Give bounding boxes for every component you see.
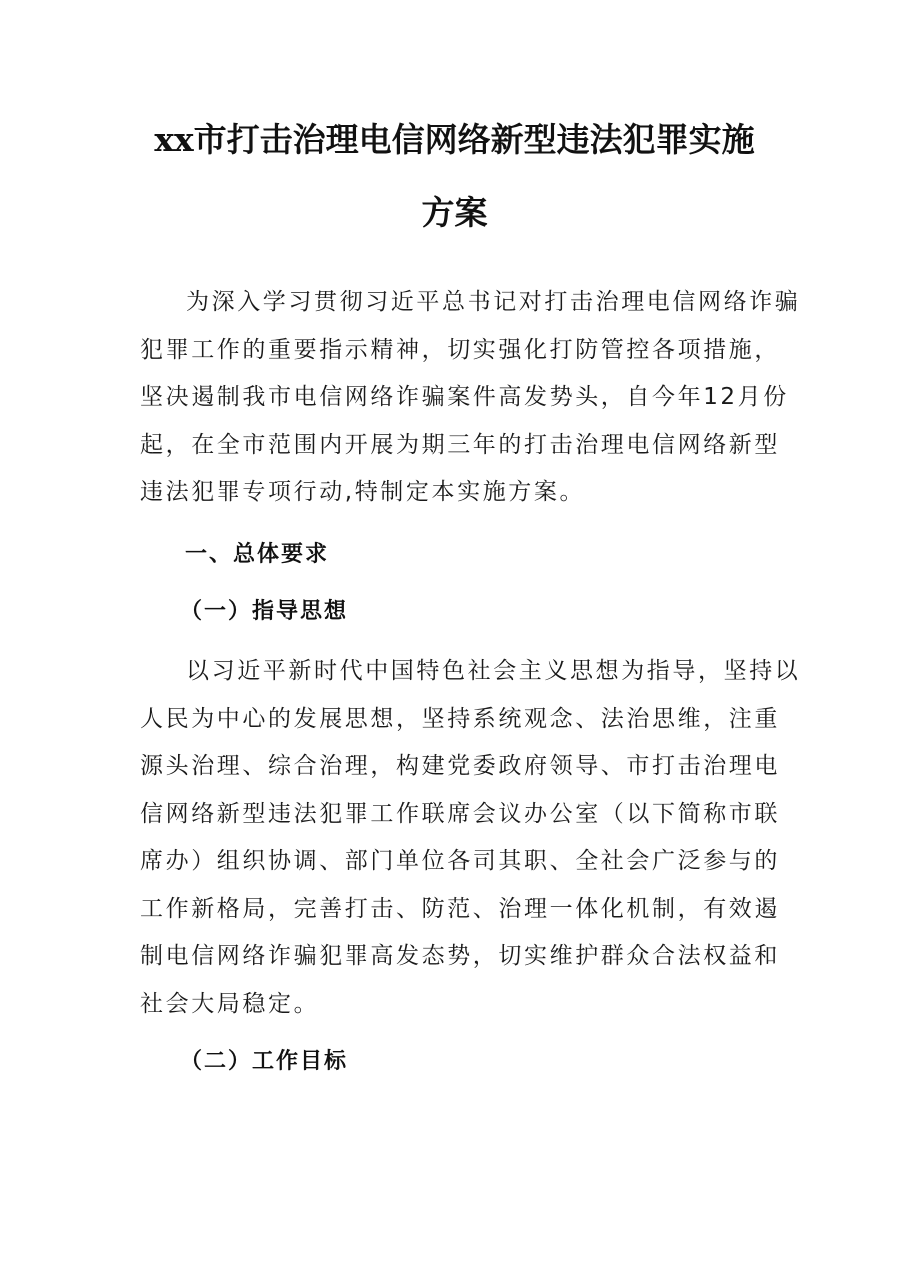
document-title-line-2: 方案 [421, 193, 488, 232]
guiding-ideology-paragraph [140, 648, 801, 1028]
paragraph-line: 工作新格局，完善打击、防范、治理一体化机制，有效遏 [140, 895, 780, 922]
intro-paragraph [140, 279, 801, 517]
paragraph-line: 坚决遏制我市电信网络诈骗案件高发势头，自今年12月份 [140, 384, 789, 410]
paragraph-line: 制电信网络诈骗犯罪高发态势，切实维护群众合法权益和 [140, 943, 780, 969]
paragraph-line: 人民为中心的发展思想，坚持系统观念、法治思维，注重 [140, 705, 780, 732]
paragraph-line: 社会大局稳定。 [140, 990, 320, 1017]
paragraph-line: 为深入学习贯彻习近平总书记对打击治理电信网络诈骗 [186, 289, 801, 315]
document-title-line-1: xx市打击治理电信网络新型违法犯罪实施 [154, 120, 755, 159]
paragraph-line: 以习近平新时代中国特色社会主义思想为指导，坚持以 [186, 658, 801, 684]
paragraph-line: 犯罪工作的重要指示精神，切实强化打防管控各项措施， [140, 336, 780, 363]
paragraph-line: 席办）组织协调、部门单位各司其职、全社会广泛参与的 [140, 848, 780, 874]
section-heading-overall-requirements: 一、总体要求 [185, 542, 330, 567]
paragraph-line: 信网络新型违法犯罪工作联席会议办公室（以下简称市联 [140, 800, 780, 827]
subsection-heading-guiding-ideology: （一）指导思想 [180, 599, 349, 624]
paragraph-line: 违法犯罪专项行动,特制定本实施方案。 [140, 479, 586, 505]
subsection-heading-work-objectives: （二）工作目标 [180, 1049, 349, 1074]
paragraph-line: 起，在全市范围内开展为期三年的打击治理电信网络新型 [140, 431, 780, 458]
paragraph-line: 源头治理、综合治理，构建党委政府领导、市打击治理电 [140, 753, 780, 779]
